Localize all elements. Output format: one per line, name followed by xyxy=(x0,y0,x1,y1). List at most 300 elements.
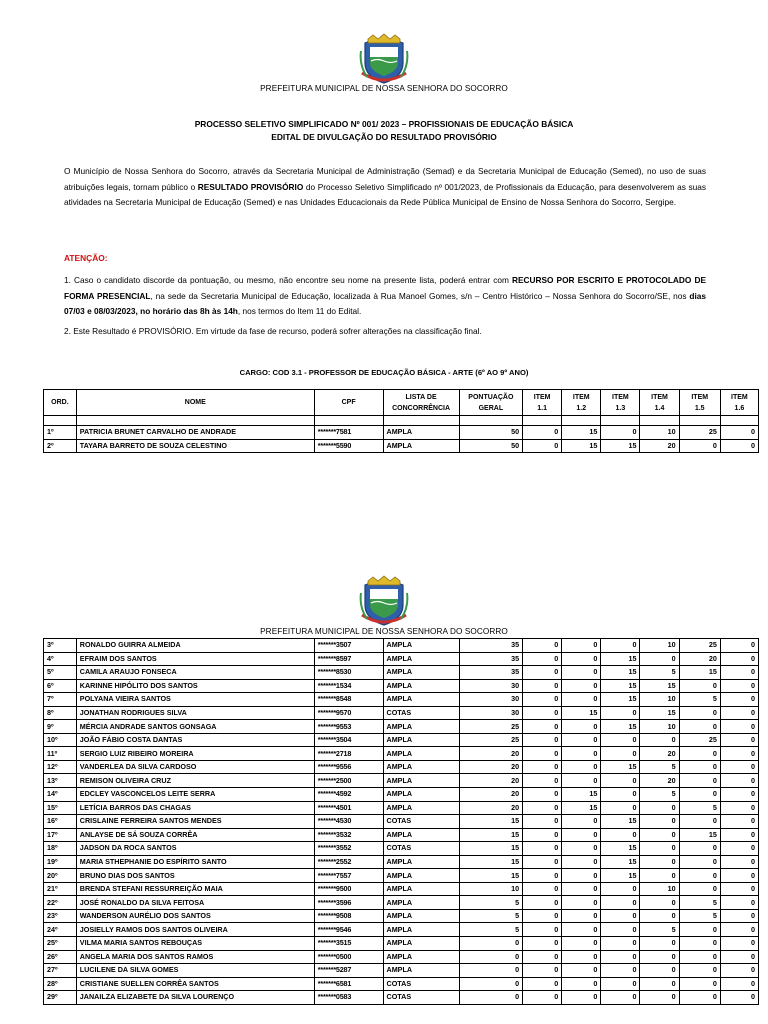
cell-lista: AMPLA xyxy=(383,652,459,666)
cell-item-1-4: 0 xyxy=(640,977,679,991)
cell-item-1-4: 20 xyxy=(640,774,679,788)
cell-item-1-1: 0 xyxy=(523,842,562,856)
cell-item-1-3: 0 xyxy=(601,747,640,761)
cell-item-1-2: 0 xyxy=(562,950,601,964)
cell-cpf: *******4501 xyxy=(314,801,383,815)
cell-item-1-2: 0 xyxy=(562,964,601,978)
cell-cpf: *******3532 xyxy=(314,828,383,842)
cell-item-1-1: 0 xyxy=(523,923,562,937)
cell-item-1-4: 5 xyxy=(640,666,679,680)
cell-item-1-6: 0 xyxy=(720,964,758,978)
cell-cpf: *******3552 xyxy=(314,842,383,856)
cell-nome: MARIA STHEPHANIE DO ESPÍRITO SANTO xyxy=(76,855,314,869)
cell-pontuacao: 15 xyxy=(459,815,522,829)
cell-ord: 5º xyxy=(44,666,77,680)
municipal-crest-logo xyxy=(359,33,409,85)
notice-item-1: 1. Caso o candidato discorde da pontuação, ou mesmo, não encontre seu nome na presente lista, poderá entrar com RECURSO POR ESCRITO E PROTOCOLADO DE FORMA PRESENCIAL, na sede da Secretaria Municipal de Educação, localizada à Rua Manoel Gomes, s/n – Centro Histórico – Nossa Senhora do Socorro/SE, nos dias 07/03 e 08/03/2023, no horário das 8h às 14h, nos termos do Item 11 do Edital. xyxy=(64,275,706,316)
cell-cpf: *******9500 xyxy=(314,882,383,896)
cell-item-1-3: 0 xyxy=(601,882,640,896)
cell-cpf: *******6581 xyxy=(314,977,383,991)
cell-nome: TAYARA BARRETO DE SOUZA CELESTINO xyxy=(76,439,314,453)
cell-item-1-1: 0 xyxy=(523,964,562,978)
cell-item-1-4: 0 xyxy=(640,896,679,910)
cell-item-1-6: 0 xyxy=(720,706,758,720)
cell-item-1-1: 0 xyxy=(523,720,562,734)
cell-item-1-6: 0 xyxy=(720,760,758,774)
cell-nome: JONATHAN RODRIGUES SILVA xyxy=(76,706,314,720)
cell-item-1-1: 0 xyxy=(523,652,562,666)
municipality-header-page2: PREFEITURA MUNICIPAL DE NOSSA SENHORA DO SOCORRO xyxy=(260,627,508,636)
cell-ord: 11º xyxy=(44,747,77,761)
cell-item-1-2: 0 xyxy=(562,774,601,788)
cell-item-1-3: 0 xyxy=(601,909,640,923)
cell-cpf: *******7581 xyxy=(314,426,383,440)
cell-item-1-5: 0 xyxy=(679,923,720,937)
cell-pontuacao: 15 xyxy=(459,828,522,842)
cell-item-1-5: 25 xyxy=(679,639,720,653)
cell-ord: 10º xyxy=(44,733,77,747)
cell-ord: 7º xyxy=(44,693,77,707)
cell-pontuacao: 15 xyxy=(459,855,522,869)
cell-pontuacao: 5 xyxy=(459,923,522,937)
cell-item-1-4: 10 xyxy=(640,426,679,440)
cell-item-1-1: 0 xyxy=(523,747,562,761)
cell-item-1-6: 0 xyxy=(720,639,758,653)
cell-item-1-4: 15 xyxy=(640,706,679,720)
cell-item-1-2: 0 xyxy=(562,991,601,1005)
cell-item-1-2: 0 xyxy=(562,760,601,774)
cell-item-1-6: 0 xyxy=(720,774,758,788)
cell-cpf: *******3596 xyxy=(314,896,383,910)
cell-item-1-4: 0 xyxy=(640,828,679,842)
cell-lista: AMPLA xyxy=(383,788,459,802)
cell-item-1-1: 0 xyxy=(523,774,562,788)
header-item-1-6: ITEM 1.6 xyxy=(720,390,758,416)
cell-lista: AMPLA xyxy=(383,760,459,774)
cell-pontuacao: 0 xyxy=(459,964,522,978)
table-row xyxy=(44,815,759,829)
header-lista: LISTA DE CONCORRÊNCIA xyxy=(383,390,459,416)
cell-item-1-3: 15 xyxy=(601,855,640,869)
cell-item-1-5: 15 xyxy=(679,666,720,680)
cell-item-1-4: 20 xyxy=(640,439,679,453)
table-row xyxy=(44,937,759,951)
cell-cpf: *******0500 xyxy=(314,950,383,964)
cell-item-1-5: 0 xyxy=(679,760,720,774)
cell-lista: AMPLA xyxy=(383,950,459,964)
table-row xyxy=(44,882,759,896)
cell-item-1-4: 5 xyxy=(640,923,679,937)
cell-nome: JOSÉ RONALDO DA SILVA FEITOSA xyxy=(76,896,314,910)
cell-item-1-5: 0 xyxy=(679,842,720,856)
cell-item-1-2: 0 xyxy=(562,679,601,693)
cell-item-1-4: 0 xyxy=(640,909,679,923)
cell-pontuacao: 15 xyxy=(459,869,522,883)
cell-cpf: *******4530 xyxy=(314,815,383,829)
cell-lista: AMPLA xyxy=(383,855,459,869)
cell-pontuacao: 30 xyxy=(459,706,522,720)
cell-lista: AMPLA xyxy=(383,733,459,747)
cell-pontuacao: 5 xyxy=(459,896,522,910)
cell-item-1-4: 0 xyxy=(640,652,679,666)
cell-pontuacao: 0 xyxy=(459,950,522,964)
table-row xyxy=(44,652,759,666)
cell-item-1-4: 10 xyxy=(640,882,679,896)
cell-ord: 4º xyxy=(44,652,77,666)
cell-lista: AMPLA xyxy=(383,747,459,761)
cell-item-1-5: 0 xyxy=(679,774,720,788)
cell-item-1-6: 0 xyxy=(720,439,758,453)
cell-item-1-5: 5 xyxy=(679,801,720,815)
header-item-1-3: ITEM 1.3 xyxy=(601,390,640,416)
table-row xyxy=(44,720,759,734)
cell-item-1-1: 0 xyxy=(523,977,562,991)
cell-item-1-5: 5 xyxy=(679,896,720,910)
cell-lista: AMPLA xyxy=(383,439,459,453)
cell-pontuacao: 35 xyxy=(459,652,522,666)
cell-lista: AMPLA xyxy=(383,693,459,707)
table-row xyxy=(44,747,759,761)
cell-item-1-2: 0 xyxy=(562,937,601,951)
cell-item-1-5: 0 xyxy=(679,869,720,883)
cell-lista: AMPLA xyxy=(383,679,459,693)
cell-item-1-5: 0 xyxy=(679,679,720,693)
cell-ord: 1º xyxy=(44,426,77,440)
cell-item-1-1: 0 xyxy=(523,937,562,951)
cell-item-1-4: 10 xyxy=(640,639,679,653)
cell-item-1-5: 25 xyxy=(679,426,720,440)
cell-lista: AMPLA xyxy=(383,774,459,788)
cell-item-1-1: 0 xyxy=(523,760,562,774)
cell-item-1-1: 0 xyxy=(523,869,562,883)
cell-pontuacao: 20 xyxy=(459,747,522,761)
cell-ord: 17º xyxy=(44,828,77,842)
cell-item-1-2: 0 xyxy=(562,666,601,680)
cell-nome: JOSIELLY RAMOS DOS SANTOS OLIVEIRA xyxy=(76,923,314,937)
cell-item-1-5: 0 xyxy=(679,991,720,1005)
cell-nome: BRUNO DIAS DOS SANTOS xyxy=(76,869,314,883)
cell-pontuacao: 50 xyxy=(459,439,522,453)
cell-item-1-6: 0 xyxy=(720,666,758,680)
cell-item-1-4: 0 xyxy=(640,801,679,815)
cell-ord: 20º xyxy=(44,869,77,883)
municipal-crest-logo-page2 xyxy=(359,575,409,627)
table-row xyxy=(44,801,759,815)
cell-item-1-4: 0 xyxy=(640,964,679,978)
cell-item-1-1: 0 xyxy=(523,815,562,829)
cell-item-1-5: 0 xyxy=(679,747,720,761)
cell-item-1-3: 0 xyxy=(601,639,640,653)
cell-item-1-6: 0 xyxy=(720,937,758,951)
cell-nome: CAMILA ARAUJO FONSECA xyxy=(76,666,314,680)
cell-item-1-2: 15 xyxy=(562,801,601,815)
cell-pontuacao: 35 xyxy=(459,639,522,653)
cell-ord: 24º xyxy=(44,923,77,937)
cell-cpf: *******9556 xyxy=(314,760,383,774)
cell-pontuacao: 0 xyxy=(459,937,522,951)
cell-nome: JANAILZA ELIZABETE DA SILVA LOURENÇO xyxy=(76,991,314,1005)
cell-cpf: *******9553 xyxy=(314,720,383,734)
cell-item-1-4: 0 xyxy=(640,950,679,964)
cell-cpf: *******2500 xyxy=(314,774,383,788)
cell-item-1-3: 0 xyxy=(601,896,640,910)
table-row xyxy=(44,693,759,707)
cell-cpf: *******8548 xyxy=(314,693,383,707)
cell-nome: JADSON DA ROCA SANTOS xyxy=(76,842,314,856)
cell-item-1-1: 0 xyxy=(523,828,562,842)
results-table-page2 xyxy=(43,638,759,1005)
cell-item-1-2: 15 xyxy=(562,788,601,802)
cell-lista: AMPLA xyxy=(383,720,459,734)
notice-item-2: 2. Este Resultado é PROVISÓRIO. Em virtude da fase de recurso, poderá sofrer alterações na classificação final. xyxy=(64,326,482,336)
cell-lista: AMPLA xyxy=(383,666,459,680)
cell-item-1-4: 20 xyxy=(640,747,679,761)
cell-cpf: *******9508 xyxy=(314,909,383,923)
cell-cpf: *******7557 xyxy=(314,869,383,883)
cell-item-1-1: 0 xyxy=(523,426,562,440)
cell-item-1-1: 0 xyxy=(523,706,562,720)
cell-item-1-4: 0 xyxy=(640,815,679,829)
cell-item-1-2: 0 xyxy=(562,869,601,883)
cell-cpf: *******3507 xyxy=(314,639,383,653)
cell-item-1-6: 0 xyxy=(720,747,758,761)
cell-item-1-1: 0 xyxy=(523,733,562,747)
table-row xyxy=(44,964,759,978)
cell-nome: WANDERSON AURÉLIO DOS SANTOS xyxy=(76,909,314,923)
cell-item-1-1: 0 xyxy=(523,439,562,453)
cell-item-1-3: 15 xyxy=(601,760,640,774)
cell-ord: 19º xyxy=(44,855,77,869)
cell-ord: 22º xyxy=(44,896,77,910)
header-item-1-4: ITEM 1.4 xyxy=(640,390,679,416)
cell-lista: AMPLA xyxy=(383,964,459,978)
cell-cpf: *******9570 xyxy=(314,706,383,720)
header-item-1-5: ITEM 1.5 xyxy=(679,390,720,416)
cell-item-1-3: 15 xyxy=(601,652,640,666)
cell-item-1-4: 0 xyxy=(640,855,679,869)
municipality-header: PREFEITURA MUNICIPAL DE NOSSA SENHORA DO SOCORRO xyxy=(260,84,508,93)
table-row xyxy=(44,774,759,788)
table-row xyxy=(44,426,759,440)
cell-lista: AMPLA xyxy=(383,426,459,440)
cell-item-1-4: 5 xyxy=(640,760,679,774)
header-cpf: CPF xyxy=(314,390,383,416)
cell-item-1-6: 0 xyxy=(720,720,758,734)
cell-item-1-6: 0 xyxy=(720,991,758,1005)
cell-item-1-4: 10 xyxy=(640,693,679,707)
cell-item-1-3: 0 xyxy=(601,923,640,937)
cell-lista: AMPLA xyxy=(383,801,459,815)
cell-cpf: *******2552 xyxy=(314,855,383,869)
cell-lista: AMPLA xyxy=(383,882,459,896)
cell-item-1-3: 0 xyxy=(601,964,640,978)
cell-item-1-2: 0 xyxy=(562,828,601,842)
table-row xyxy=(44,679,759,693)
cell-item-1-2: 0 xyxy=(562,720,601,734)
cell-item-1-6: 0 xyxy=(720,693,758,707)
table-row xyxy=(44,869,759,883)
cell-item-1-3: 0 xyxy=(601,950,640,964)
cell-item-1-6: 0 xyxy=(720,923,758,937)
cell-item-1-3: 15 xyxy=(601,439,640,453)
cell-item-1-6: 0 xyxy=(720,855,758,869)
cell-nome: BRENDA STEFANI RESSURREIÇÃO MAIA xyxy=(76,882,314,896)
cell-item-1-3: 15 xyxy=(601,693,640,707)
table-row xyxy=(44,950,759,964)
cell-item-1-2: 0 xyxy=(562,855,601,869)
table-row xyxy=(44,977,759,991)
cell-item-1-6: 0 xyxy=(720,909,758,923)
cell-item-1-1: 0 xyxy=(523,896,562,910)
cell-item-1-2: 0 xyxy=(562,747,601,761)
cell-item-1-5: 0 xyxy=(679,977,720,991)
cell-item-1-1: 0 xyxy=(523,882,562,896)
table-row xyxy=(44,855,759,869)
header-ord: ORD. xyxy=(44,390,77,416)
cell-nome: CRISLAINE FERREIRA SANTOS MENDES xyxy=(76,815,314,829)
cell-item-1-6: 0 xyxy=(720,652,758,666)
table-row xyxy=(44,896,759,910)
cell-nome: SERGIO LUIZ RIBEIRO MOREIRA xyxy=(76,747,314,761)
cell-ord: 6º xyxy=(44,679,77,693)
cell-item-1-4: 0 xyxy=(640,991,679,1005)
cell-cpf: *******3515 xyxy=(314,937,383,951)
cell-item-1-5: 5 xyxy=(679,693,720,707)
document-subtitle: EDITAL DE DIVULGAÇÃO DO RESULTADO PROVISÓRIO xyxy=(271,132,497,142)
cell-nome: EDCLEY VASCONCELOS LEITE SERRA xyxy=(76,788,314,802)
cell-item-1-1: 0 xyxy=(523,950,562,964)
header-item-1-1: ITEM 1.1 xyxy=(523,390,562,416)
cell-pontuacao: 10 xyxy=(459,882,522,896)
cell-ord: 13º xyxy=(44,774,77,788)
cell-ord: 8º xyxy=(44,706,77,720)
cell-lista: COTAS xyxy=(383,815,459,829)
cell-item-1-3: 0 xyxy=(601,733,640,747)
cell-item-1-1: 0 xyxy=(523,679,562,693)
cell-lista: AMPLA xyxy=(383,923,459,937)
cell-item-1-6: 0 xyxy=(720,733,758,747)
cell-lista: AMPLA xyxy=(383,896,459,910)
cell-item-1-4: 0 xyxy=(640,869,679,883)
cell-pontuacao: 35 xyxy=(459,666,522,680)
results-table-page1 xyxy=(43,389,759,453)
cell-item-1-4: 15 xyxy=(640,679,679,693)
cell-item-1-3: 0 xyxy=(601,828,640,842)
cell-item-1-1: 0 xyxy=(523,666,562,680)
cell-item-1-2: 15 xyxy=(562,706,601,720)
cell-item-1-1: 0 xyxy=(523,693,562,707)
cell-item-1-6: 0 xyxy=(720,896,758,910)
cell-nome: JOÃO FÁBIO COSTA DANTAS xyxy=(76,733,314,747)
cell-ord: 15º xyxy=(44,801,77,815)
cell-cpf: *******8530 xyxy=(314,666,383,680)
cell-item-1-6: 0 xyxy=(720,788,758,802)
cell-item-1-5: 0 xyxy=(679,855,720,869)
cell-item-1-6: 0 xyxy=(720,815,758,829)
cell-item-1-3: 15 xyxy=(601,869,640,883)
cell-item-1-5: 0 xyxy=(679,439,720,453)
cell-nome: KARINNE HIPÓLITO DOS SANTOS xyxy=(76,679,314,693)
header-nome: NOME xyxy=(76,390,314,416)
cell-cpf: *******4592 xyxy=(314,788,383,802)
table-row xyxy=(44,666,759,680)
cell-item-1-3: 0 xyxy=(601,788,640,802)
cell-ord: 27º xyxy=(44,964,77,978)
cell-lista: COTAS xyxy=(383,706,459,720)
cell-pontuacao: 0 xyxy=(459,977,522,991)
cell-item-1-1: 0 xyxy=(523,788,562,802)
cell-item-1-2: 0 xyxy=(562,652,601,666)
cell-item-1-5: 0 xyxy=(679,706,720,720)
cell-item-1-3: 15 xyxy=(601,815,640,829)
cell-ord: 14º xyxy=(44,788,77,802)
table-row xyxy=(44,639,759,653)
cell-ord: 9º xyxy=(44,720,77,734)
cell-item-1-4: 0 xyxy=(640,842,679,856)
cell-nome: VANDERLEA DA SILVA CARDOSO xyxy=(76,760,314,774)
cell-item-1-3: 0 xyxy=(601,937,640,951)
cell-ord: 12º xyxy=(44,760,77,774)
header-item-1-2: ITEM 1.2 xyxy=(562,390,601,416)
cell-item-1-1: 0 xyxy=(523,909,562,923)
cell-item-1-3: 15 xyxy=(601,666,640,680)
cell-item-1-5: 0 xyxy=(679,882,720,896)
cell-item-1-5: 0 xyxy=(679,964,720,978)
cell-item-1-6: 0 xyxy=(720,679,758,693)
cell-cpf: *******9546 xyxy=(314,923,383,937)
table-row xyxy=(44,923,759,937)
cell-item-1-3: 0 xyxy=(601,977,640,991)
cell-item-1-4: 5 xyxy=(640,788,679,802)
cell-pontuacao: 5 xyxy=(459,909,522,923)
cell-item-1-3: 0 xyxy=(601,991,640,1005)
table-row xyxy=(44,733,759,747)
table-row xyxy=(44,828,759,842)
cell-nome: RONALDO GUIRRA ALMEIDA xyxy=(76,639,314,653)
cell-item-1-2: 0 xyxy=(562,923,601,937)
cell-item-1-5: 0 xyxy=(679,815,720,829)
cell-item-1-5: 0 xyxy=(679,937,720,951)
cell-lista: AMPLA xyxy=(383,639,459,653)
cell-lista: COTAS xyxy=(383,991,459,1005)
cell-item-1-5: 0 xyxy=(679,950,720,964)
cell-ord: 26º xyxy=(44,950,77,964)
cell-nome: EFRAIM DOS SANTOS xyxy=(76,652,314,666)
cell-ord: 29º xyxy=(44,991,77,1005)
cell-item-1-1: 0 xyxy=(523,801,562,815)
cell-pontuacao: 20 xyxy=(459,774,522,788)
cell-cpf: *******8597 xyxy=(314,652,383,666)
cell-ord: 2º xyxy=(44,439,77,453)
cell-ord: 25º xyxy=(44,937,77,951)
cell-item-1-5: 0 xyxy=(679,720,720,734)
cell-item-1-5: 5 xyxy=(679,909,720,923)
intro-paragraph: O Município de Nossa Senhora do Socorro, através da Secretaria Municipal de Administração (Semad) e da Secretaria Municipal de Educação (Semed), no uso de suas atribuições legais, tornam público o RESULTADO PROVISÓRIO do Processo Seletivo Simplificado nº 001/2023, de Profissionais da Educação, para desenvolverem as suas atividades na Secretaria Municipal de Educação (Semed) e nas Unidades Educacionais da Rede Pública Municipal de Ensino de Nossa Senhora do Socorro, Sergipe. xyxy=(64,166,706,207)
cell-nome: LUCILENE DA SILVA GOMES xyxy=(76,964,314,978)
cell-item-1-1: 0 xyxy=(523,639,562,653)
document-title: PROCESSO SELETIVO SIMPLIFICADO Nº 001/ 2023 – PROFISSIONAIS DE EDUCAÇÃO BÁSICA xyxy=(194,119,574,129)
table-row xyxy=(44,842,759,856)
table-row xyxy=(44,706,759,720)
cell-pontuacao: 20 xyxy=(459,801,522,815)
cell-item-1-6: 0 xyxy=(720,950,758,964)
cell-lista: AMPLA xyxy=(383,828,459,842)
cell-ord: 16º xyxy=(44,815,77,829)
cell-lista: AMPLA xyxy=(383,937,459,951)
cell-cpf: *******5287 xyxy=(314,964,383,978)
cell-item-1-3: 0 xyxy=(601,426,640,440)
cell-pontuacao: 50 xyxy=(459,426,522,440)
